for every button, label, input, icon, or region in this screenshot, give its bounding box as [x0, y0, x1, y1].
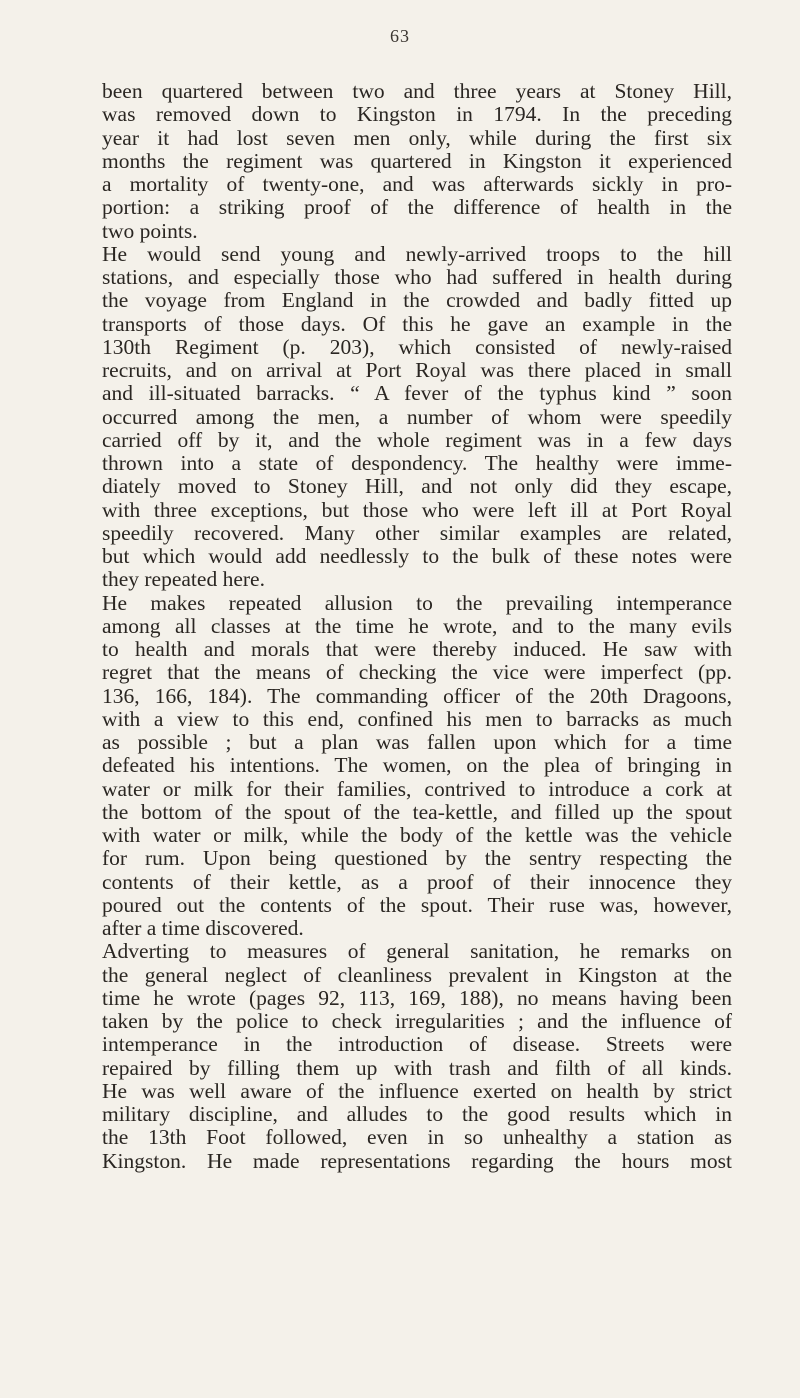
text-line: a mortality of twenty-one, and was afterwards sickly in pro- — [102, 172, 732, 196]
text-line: with three exceptions, but those who were left ill at Port Royal — [102, 497, 732, 522]
text-line: as possible ; but a plan was fallen upon which for a time — [102, 730, 732, 754]
text-line: with a view to this end, confined his men to barracks as much — [102, 706, 732, 731]
body-text — [102, 80, 732, 1173]
text-line: repaired by filling them up with trash and filth of all kinds. — [102, 1055, 732, 1080]
text-line: 136, 166, 184). The commanding officer of the 20th Dragoons, — [102, 683, 732, 708]
text-line: stations, and especially those who had suffered in health during — [102, 265, 732, 289]
text-line: Adverting to measures of general sanitation, he remarks on — [102, 939, 732, 964]
text-line: they repeated here. — [102, 567, 265, 592]
text-line: the 13th Foot followed, even in so unhealthy a station as — [102, 1125, 732, 1150]
text-line: He would send young and newly-arrived troops to the hill — [102, 241, 732, 266]
text-line: months the regiment was quartered in Kingston it experienced — [102, 148, 732, 173]
text-line: taken by the police to check irregularities ; and the influence of — [102, 1009, 732, 1033]
text-line: but which would add needlessly to the bulk of these notes were — [102, 544, 732, 568]
text-line: for rum. Upon being questioned by the sentry respecting the — [102, 846, 732, 871]
text-line: time he wrote (pages 92, 113, 169, 188), no means having been — [102, 985, 732, 1010]
text-line: contents of their kettle, as a proof of their innocence they — [102, 869, 732, 894]
text-line: 130th Regiment (p. 203), which consisted of newly-raised — [102, 334, 732, 359]
text-line: thrown into a state of despondency. The healthy were imme- — [102, 451, 732, 475]
text-line: defeated his intentions. The women, on the plea of bringing in — [102, 753, 732, 778]
text-line: intemperance in the introduction of disease. Streets were — [102, 1032, 732, 1057]
text-line: transports of those days. Of this he gave an example in the — [102, 311, 732, 336]
text-line: been quartered between two and three years at Stoney Hill, — [102, 79, 732, 103]
text-line: He makes repeated allusion to the prevailing intemperance — [102, 590, 732, 615]
text-line: carried off by it, and the whole regiment was in a few days — [102, 427, 732, 452]
text-line: military discipline, and alludes to the good results which in — [102, 1102, 732, 1126]
text-line: after a time discovered. — [102, 916, 304, 940]
text-line: with water or milk, while the body of the kettle was the vehicle — [102, 823, 732, 847]
text-line: to health and morals that were thereby induced. He saw with — [102, 637, 732, 661]
text-line: regret that the means of checking the vice were imperfect (pp. — [102, 660, 732, 685]
text-line: speedily recovered. Many other similar examples are related, — [102, 520, 732, 545]
text-line: He was well aware of the influence exerted on health by strict — [102, 1078, 732, 1103]
text-line: Kingston. He made representations regarding the hours most — [102, 1148, 732, 1173]
text-line: recruits, and on arrival at Port Royal was there placed in small — [102, 358, 732, 382]
text-line: poured out the contents of the spout. Their ruse was, however, — [102, 892, 732, 917]
text-line: occurred among the men, a number of whom were speedily — [102, 404, 732, 429]
text-line: water or milk for their families, contrived to introduce a cork at — [102, 776, 732, 801]
text-line: year it had lost seven men only, while during the first six — [102, 125, 732, 150]
text-line: the bottom of the spout of the tea-kettle, and filled up the spout — [102, 799, 732, 824]
text-line: two points. — [102, 218, 198, 243]
text-line: diately moved to Stoney Hill, and not only did they escape, — [102, 474, 732, 499]
text-line: the general neglect of cleanliness prevalent in Kingston at the — [102, 962, 732, 987]
text-line: portion: a striking proof of the difference of health in the — [102, 195, 732, 220]
text-line: and ill-situated barracks. “ A fever of the typhus kind ” soon — [102, 381, 732, 406]
page-number: 63 — [390, 26, 410, 46]
text-line: among all classes at the time he wrote, and to the many evils — [102, 613, 732, 638]
text-line: the voyage from England in the crowded and badly fitted up — [102, 288, 732, 313]
text-line: was removed down to Kingston in 1794. In the preceding — [102, 102, 732, 127]
